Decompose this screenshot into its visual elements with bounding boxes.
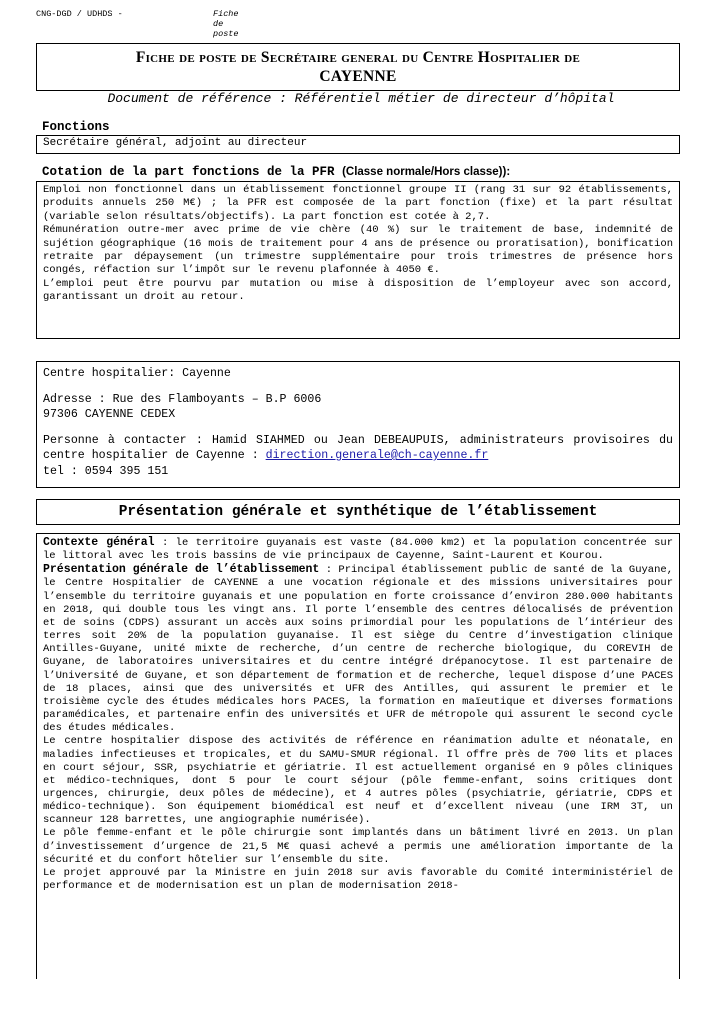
- contact-person-text: Personne à contacter : Hamid SIAHMED ou Jean DEBEAUPUIS, administrateurs provisoires du centre hospitalier de Cayenne :: [43, 433, 673, 462]
- fonctions-value: Secrétaire général, adjoint au directeur: [43, 137, 308, 149]
- cotation-label: [42, 165, 510, 179]
- presentation-body: [36, 533, 680, 979]
- contact-person: [43, 433, 673, 464]
- cotation-label-main: Cotation de la part fonctions de la PFR: [42, 165, 343, 179]
- centre-name: Centre hospitalier: Cayenne: [43, 367, 231, 380]
- contexte-label: Contexte général: [43, 536, 155, 549]
- presentation-text: : Principal établissement public de santé de la Guyane, le Centre Hospitalier de CAYENNE a une vocation régionale et des missions universitaires pour l’ensemble du territoire guyanais et une population en forte croissance d’environ 280.000 habitants en 2018, qui double tous les vingt ans. Il porte l’ensemble des centres délocalisés de prévention et de soins (CDPS) assurant un accès aux soins primordial pour les populations de l’intérieur des terres soit 20% de la population guyanaise. Il est siège du Centre d’investigation clinique Antilles-Guyane, unité mixte de recherche, d’un centre de recherche biologique, du COREVIH de Guyane, de laboratoires universitaires et du centre intégré drépanocytose. Il est partenaire de l’Université de Guyane, et son département de formation et de recherche, lequel dispose d’une PACES de 18 places, ainsi que des universités et UFR des Antilles, qui assurent le premier et le troisième cycle des études médicales hors PACES, la formation en maïeutique et diverses formations paramédicales, et partenaire enfin des universités et UFR de métropole qui assurent le second cycle des études médicales.: [43, 564, 674, 735]
- contact-phone: tel : 0594 395 151: [43, 464, 169, 478]
- buildings-paragraph: Le pôle femme-enfant et le pôle chirurgie sont implantés dans un bâtiment livré en 2013. Un plan d’investissement d’urgence de 21,5 M€ quasi achevé a permis une amélioration importante de la sécurité et du confort hôtelier sur l’ensemble du site.: [43, 827, 673, 866]
- adresse-line2: 97306 CAYENNE CEDEX: [43, 408, 176, 421]
- presentation-paragraph: [43, 563, 673, 735]
- page-header: [36, 9, 239, 39]
- contexte-paragraph: [43, 536, 673, 563]
- project-paragraph: Le projet approuvé par la Ministre en juin 2018 sur avis favorable du Comité interministériel de performance et de modernisation est un plan de modernisation 2018-: [43, 866, 673, 893]
- document-subtitle: Document de référence : Référentiel métier de directeur d’hôpital: [107, 91, 615, 106]
- title-line2: CAYENNE: [319, 68, 397, 85]
- header-doc-type: Fiche de poste: [213, 9, 239, 39]
- cotation-paragraph-1: Emploi non fonctionnel dans un établissement fonctionnel groupe II (rang 31 sur 92 établissements, produits annuels 250 M€) ; la PFR est composée de la part fonction (fixe) et la part résultat (variable selon résultats/objectifs). La part fonction est cotée à 2,7.: [43, 184, 673, 223]
- cotation-paragraph-3: L’emploi peut être pourvu par mutation ou mise à disposition de l’employeur avec son accord, garantissant un droit au retour.: [43, 277, 673, 304]
- cotation-label-class: (Classe normale/Hors classe)):: [342, 166, 511, 178]
- cotation-box: [36, 181, 680, 339]
- cotation-paragraph-2: Rémunération outre-mer avec prime de vie chère (40 %) sur le traitement de base, indemnité de sujétion géographique (16 mois de traitement pour 4 ans de présence ou proratisation), bonification retraite par dépaysement (un trimestre supplémentaire pour trois trimestres de présence hors congés, réfaction sur l’impôt sur le revenu plafonnée à 4050 €.: [43, 224, 673, 277]
- contact-box: [36, 361, 680, 488]
- presentation-label: Présentation générale de l’établissement: [43, 563, 320, 577]
- adresse-line1: Adresse : Rue des Flamboyants – B.P 6006: [43, 392, 322, 406]
- presentation-title: Présentation générale et synthétique de l’établissement: [118, 504, 598, 520]
- title-line1: Fiche de poste de Secrétaire general du Centre Hospitalier de: [135, 49, 581, 66]
- header-ref: CNG-DGD / UDHDS -: [36, 9, 123, 19]
- contexte-text: : le territoire guyanais est vaste (84.000 km2) et la population concentrée sur le littoral avec les trois bassins de vie principaux de Cayenne, Saint-Laurent et Kourou.: [43, 537, 673, 563]
- activities-paragraph: Le centre hospitalier dispose des activités de référence en réanimation adulte et néonatale, en maladies infectieuses et tropicales, et du SAMU-SMUR régional. Il offre près de 700 lits et places en court séjour, SSR, psychiatrie et gériatrie. Il est actuellement organisé en 9 pôles cliniques et médico-techniques, dont 5 pour le court séjour (pôle femme-enfant, soins critiques dont urgences, chirurgie, deux pôles de médecine), et 4 autres pôles (psychiatrie, gériatrie, CDPS et médico-technique). Son équipement biomédical est neuf et d’excellent niveau (une IRM 3T, un scanneur 128 barrettes, une angiographie numérisée).: [43, 735, 673, 827]
- fonctions-box: [36, 135, 680, 154]
- contact-email-link[interactable]: direction.generale@ch-cayenne.fr: [265, 449, 489, 462]
- title-box: [36, 43, 680, 91]
- presentation-title-box: [36, 499, 680, 525]
- fonctions-label: Fonctions: [42, 120, 110, 134]
